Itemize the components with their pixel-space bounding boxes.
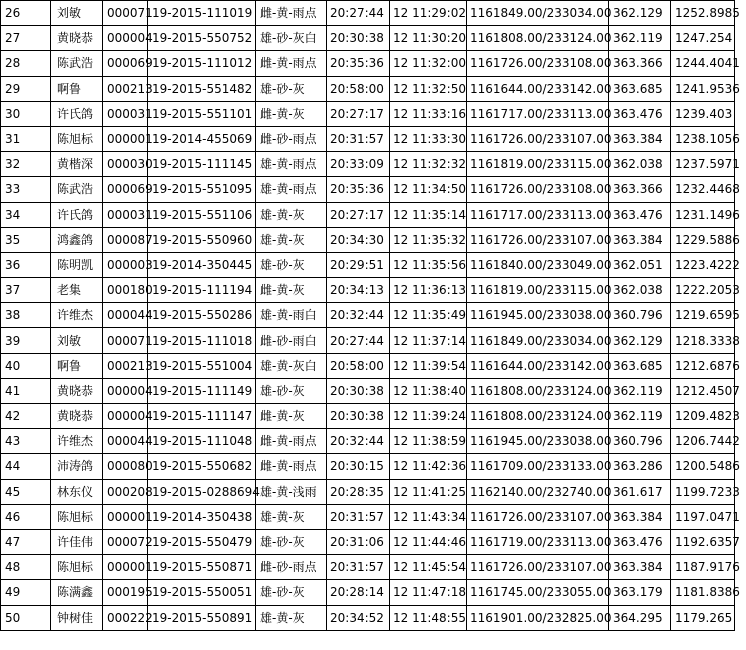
member-number-cell: 000072 — [103, 529, 148, 554]
member-number-cell: 000031 — [103, 202, 148, 227]
distance-cell: 363.685 — [609, 76, 671, 101]
owner-name-cell: 黄楷深 — [51, 152, 103, 177]
arrival-time-cell: 12 11:30:20 — [390, 26, 467, 51]
coordinates-cell: 1161819.00/233115.00 — [467, 278, 609, 303]
coordinates-cell: 1161840.00/233049.00 — [467, 252, 609, 277]
bird-description-cell: 雌-黄-雨点 — [256, 429, 327, 454]
member-number-cell: 000044 — [103, 303, 148, 328]
rank-cell: 31 — [1, 126, 51, 151]
rank-cell: 43 — [1, 429, 51, 454]
coordinates-cell: 1161726.00/233108.00 — [467, 177, 609, 202]
arrival-time-cell: 12 11:32:50 — [390, 76, 467, 101]
coordinates-cell: 1161745.00/233055.00 — [467, 580, 609, 605]
owner-name-cell: 黄晓恭 — [51, 378, 103, 403]
owner-name-cell: 钟树佳 — [51, 605, 103, 630]
arrival-time-cell: 12 11:35:49 — [390, 303, 467, 328]
speed-cell: 1199.7233 — [671, 479, 735, 504]
bird-description-cell: 雌-黄-灰 — [256, 278, 327, 303]
rank-cell: 49 — [1, 580, 51, 605]
distance-cell: 360.796 — [609, 303, 671, 328]
owner-name-cell: 陈旭标 — [51, 555, 103, 580]
ring-id-cell: 19-2015-550479 — [148, 529, 256, 554]
speed-cell: 1212.6876 — [671, 353, 735, 378]
owner-name-cell: 许佳伟 — [51, 529, 103, 554]
member-number-cell: 000003 — [103, 252, 148, 277]
speed-cell: 1252.8985 — [671, 1, 735, 26]
ring-id-cell: 19-2015-551095 — [148, 177, 256, 202]
arrival-time-cell: 12 11:45:54 — [390, 555, 467, 580]
speed-cell: 1231.1496 — [671, 202, 735, 227]
release-time-cell: 20:28:14 — [327, 580, 390, 605]
arrival-time-cell: 12 11:35:56 — [390, 252, 467, 277]
release-time-cell: 20:31:57 — [327, 504, 390, 529]
rank-cell: 38 — [1, 303, 51, 328]
bird-description-cell: 雄-黄-雨点 — [256, 177, 327, 202]
distance-cell: 360.796 — [609, 429, 671, 454]
speed-cell: 1223.4222 — [671, 252, 735, 277]
speed-cell: 1181.8386 — [671, 580, 735, 605]
arrival-time-cell: 12 11:37:14 — [390, 328, 467, 353]
release-time-cell: 20:34:13 — [327, 278, 390, 303]
rank-cell: 46 — [1, 504, 51, 529]
member-number-cell: 000030 — [103, 152, 148, 177]
rank-cell: 28 — [1, 51, 51, 76]
arrival-time-cell: 12 11:44:46 — [390, 529, 467, 554]
owner-name-cell: 许维杰 — [51, 303, 103, 328]
coordinates-cell: 1161717.00/233113.00 — [467, 101, 609, 126]
bird-description-cell: 雄-黄-灰白 — [256, 353, 327, 378]
bird-description-cell: 雄-砂-灰 — [256, 580, 327, 605]
member-number-cell: 000004 — [103, 404, 148, 429]
ring-id-cell: 19-2015-551101 — [148, 101, 256, 126]
rank-cell: 30 — [1, 101, 51, 126]
distance-cell: 362.119 — [609, 404, 671, 429]
distance-cell: 362.051 — [609, 252, 671, 277]
member-number-cell: 000031 — [103, 101, 148, 126]
coordinates-cell: 1161808.00/233124.00 — [467, 26, 609, 51]
distance-cell: 362.119 — [609, 378, 671, 403]
member-number-cell: 000180 — [103, 278, 148, 303]
release-time-cell: 20:27:17 — [327, 202, 390, 227]
release-time-cell: 20:34:52 — [327, 605, 390, 630]
ring-id-cell: 19-2015-111012 — [148, 51, 256, 76]
member-number-cell: 000004 — [103, 378, 148, 403]
arrival-time-cell: 12 11:32:32 — [390, 152, 467, 177]
release-time-cell: 20:31:57 — [327, 126, 390, 151]
rank-cell: 47 — [1, 529, 51, 554]
bird-description-cell: 雌-黄-雨点 — [256, 454, 327, 479]
owner-name-cell: 陈旭标 — [51, 504, 103, 529]
speed-cell: 1219.6595 — [671, 303, 735, 328]
release-time-cell: 20:34:30 — [327, 227, 390, 252]
table-row — [1, 580, 735, 605]
owner-name-cell: 啊鲁 — [51, 76, 103, 101]
coordinates-cell: 1161719.00/233113.00 — [467, 529, 609, 554]
member-number-cell: 000069 — [103, 51, 148, 76]
arrival-time-cell: 12 11:33:16 — [390, 101, 467, 126]
member-number-cell: 000001 — [103, 504, 148, 529]
owner-name-cell: 许氏鸽 — [51, 202, 103, 227]
table-row — [1, 378, 735, 403]
release-time-cell: 20:27:17 — [327, 101, 390, 126]
distance-cell: 363.366 — [609, 51, 671, 76]
table-row — [1, 479, 735, 504]
bird-description-cell: 雄-黄-浅雨 — [256, 479, 327, 504]
distance-cell: 363.179 — [609, 580, 671, 605]
release-time-cell: 20:33:09 — [327, 152, 390, 177]
table-row — [1, 303, 735, 328]
arrival-time-cell: 12 11:39:54 — [390, 353, 467, 378]
ring-id-cell: 19-2014-350445 — [148, 252, 256, 277]
coordinates-cell: 1161644.00/233142.00 — [467, 76, 609, 101]
distance-cell: 363.366 — [609, 177, 671, 202]
owner-name-cell: 林东仪 — [51, 479, 103, 504]
ring-id-cell: 19-2015-0288694 — [148, 479, 256, 504]
speed-cell: 1212.4507 — [671, 378, 735, 403]
rank-cell: 40 — [1, 353, 51, 378]
coordinates-cell: 1161644.00/233142.00 — [467, 353, 609, 378]
speed-cell: 1187.9176 — [671, 555, 735, 580]
ring-id-cell: 19-2015-550051 — [148, 580, 256, 605]
rank-cell: 26 — [1, 1, 51, 26]
ring-id-cell: 19-2014-455069 — [148, 126, 256, 151]
distance-cell: 361.617 — [609, 479, 671, 504]
ring-id-cell: 19-2015-111019 — [148, 1, 256, 26]
release-time-cell: 20:58:00 — [327, 76, 390, 101]
table-row — [1, 328, 735, 353]
arrival-time-cell: 12 11:34:50 — [390, 177, 467, 202]
distance-cell: 363.476 — [609, 202, 671, 227]
ring-id-cell: 19-2015-111147 — [148, 404, 256, 429]
bird-description-cell: 雄-砂-灰 — [256, 252, 327, 277]
bird-description-cell: 雄-黄-灰 — [256, 227, 327, 252]
member-number-cell: 000004 — [103, 26, 148, 51]
table-row — [1, 278, 735, 303]
bird-description-cell: 雄-砂-灰白 — [256, 26, 327, 51]
speed-cell: 1239.403 — [671, 101, 735, 126]
arrival-time-cell: 12 11:38:59 — [390, 429, 467, 454]
member-number-cell: 000213 — [103, 353, 148, 378]
table-row — [1, 529, 735, 554]
owner-name-cell: 啊鲁 — [51, 353, 103, 378]
distance-cell: 363.476 — [609, 101, 671, 126]
speed-cell: 1238.1056 — [671, 126, 735, 151]
ring-id-cell: 19-2015-550286 — [148, 303, 256, 328]
coordinates-cell: 1161901.00/232825.00 — [467, 605, 609, 630]
bird-description-cell: 雄-黄-灰 — [256, 605, 327, 630]
rank-cell: 45 — [1, 479, 51, 504]
release-time-cell: 20:35:36 — [327, 51, 390, 76]
member-number-cell: 000080 — [103, 454, 148, 479]
ring-id-cell: 19-2014-350438 — [148, 504, 256, 529]
ring-id-cell: 19-2015-550891 — [148, 605, 256, 630]
bird-description-cell: 雄-黄-灰 — [256, 504, 327, 529]
speed-cell: 1179.265 — [671, 605, 735, 630]
member-number-cell: 000213 — [103, 76, 148, 101]
coordinates-cell: 1161726.00/233107.00 — [467, 126, 609, 151]
table-row — [1, 252, 735, 277]
speed-cell: 1222.2053 — [671, 278, 735, 303]
member-number-cell: 000071 — [103, 1, 148, 26]
speed-cell: 1197.0471 — [671, 504, 735, 529]
coordinates-cell: 1161849.00/233034.00 — [467, 1, 609, 26]
rank-cell: 42 — [1, 404, 51, 429]
speed-cell: 1206.7442 — [671, 429, 735, 454]
bird-description-cell: 雄-砂-灰 — [256, 76, 327, 101]
rank-cell: 44 — [1, 454, 51, 479]
member-number-cell: 000001 — [103, 555, 148, 580]
arrival-time-cell: 12 11:29:02 — [390, 1, 467, 26]
bird-description-cell: 雄-黄-灰 — [256, 202, 327, 227]
release-time-cell: 20:30:15 — [327, 454, 390, 479]
table-row — [1, 152, 735, 177]
distance-cell: 363.476 — [609, 529, 671, 554]
speed-cell: 1232.4468 — [671, 177, 735, 202]
member-number-cell: 000222 — [103, 605, 148, 630]
bird-description-cell: 雌-黄-雨点 — [256, 51, 327, 76]
table-row — [1, 555, 735, 580]
rank-cell: 27 — [1, 26, 51, 51]
table-row — [1, 126, 735, 151]
coordinates-cell: 1161819.00/233115.00 — [467, 152, 609, 177]
member-number-cell: 000069 — [103, 177, 148, 202]
rank-cell: 50 — [1, 605, 51, 630]
speed-cell: 1247.254 — [671, 26, 735, 51]
distance-cell: 363.384 — [609, 504, 671, 529]
release-time-cell: 20:30:38 — [327, 26, 390, 51]
release-time-cell: 20:35:36 — [327, 177, 390, 202]
owner-name-cell: 陈明凯 — [51, 252, 103, 277]
coordinates-cell: 1161808.00/233124.00 — [467, 404, 609, 429]
coordinates-cell: 1161849.00/233034.00 — [467, 328, 609, 353]
distance-cell: 363.384 — [609, 126, 671, 151]
bird-description-cell: 雄-砂-灰 — [256, 529, 327, 554]
arrival-time-cell: 12 11:48:55 — [390, 605, 467, 630]
ring-id-cell: 19-2015-111194 — [148, 278, 256, 303]
owner-name-cell: 老集 — [51, 278, 103, 303]
member-number-cell: 000208 — [103, 479, 148, 504]
table-row — [1, 227, 735, 252]
rank-cell: 41 — [1, 378, 51, 403]
rank-cell: 39 — [1, 328, 51, 353]
table-row — [1, 429, 735, 454]
owner-name-cell: 鸿鑫鸽 — [51, 227, 103, 252]
table-row — [1, 404, 735, 429]
owner-name-cell: 刘敏 — [51, 328, 103, 353]
arrival-time-cell: 12 11:32:00 — [390, 51, 467, 76]
member-number-cell: 000001 — [103, 126, 148, 151]
release-time-cell: 20:30:38 — [327, 404, 390, 429]
ring-id-cell: 19-2015-550752 — [148, 26, 256, 51]
member-number-cell: 000044 — [103, 429, 148, 454]
rank-cell: 34 — [1, 202, 51, 227]
ring-id-cell: 19-2015-551106 — [148, 202, 256, 227]
owner-name-cell: 陈武浩 — [51, 177, 103, 202]
ring-id-cell: 19-2015-550960 — [148, 227, 256, 252]
release-time-cell: 20:28:35 — [327, 479, 390, 504]
results-table-body — [1, 1, 740, 631]
arrival-time-cell: 12 11:47:18 — [390, 580, 467, 605]
speed-cell: 1229.5886 — [671, 227, 735, 252]
table-row — [1, 504, 735, 529]
speed-cell: 1241.9536 — [671, 76, 735, 101]
ring-id-cell: 19-2015-550871 — [148, 555, 256, 580]
release-time-cell: 20:27:44 — [327, 328, 390, 353]
table-row — [1, 202, 735, 227]
owner-name-cell: 黄晓恭 — [51, 26, 103, 51]
release-time-cell: 20:32:44 — [327, 303, 390, 328]
member-number-cell: 000071 — [103, 328, 148, 353]
release-time-cell: 20:31:57 — [327, 555, 390, 580]
release-time-cell: 20:32:44 — [327, 429, 390, 454]
owner-name-cell: 陈旭标 — [51, 126, 103, 151]
release-time-cell: 20:30:38 — [327, 378, 390, 403]
coordinates-cell: 1161726.00/233108.00 — [467, 51, 609, 76]
owner-name-cell: 沛涛鸽 — [51, 454, 103, 479]
rank-cell: 36 — [1, 252, 51, 277]
member-number-cell: 000087 — [103, 227, 148, 252]
speed-cell: 1218.3338 — [671, 328, 735, 353]
bird-description-cell: 雌-黄-灰 — [256, 101, 327, 126]
bird-description-cell: 雄-黄-雨点 — [256, 152, 327, 177]
distance-cell: 363.384 — [609, 227, 671, 252]
owner-name-cell: 刘敏 — [51, 1, 103, 26]
distance-cell: 362.129 — [609, 328, 671, 353]
speed-cell: 1237.5971 — [671, 152, 735, 177]
bird-description-cell: 雌-砂-雨点 — [256, 126, 327, 151]
arrival-time-cell: 12 11:43:34 — [390, 504, 467, 529]
arrival-time-cell: 12 11:39:24 — [390, 404, 467, 429]
distance-cell: 364.295 — [609, 605, 671, 630]
arrival-time-cell: 12 11:33:30 — [390, 126, 467, 151]
speed-cell: 1244.4041 — [671, 51, 735, 76]
arrival-time-cell: 12 11:41:25 — [390, 479, 467, 504]
table-row — [1, 101, 735, 126]
release-time-cell: 20:29:51 — [327, 252, 390, 277]
ring-id-cell: 19-2015-111149 — [148, 378, 256, 403]
owner-name-cell: 陈满鑫 — [51, 580, 103, 605]
rank-cell: 37 — [1, 278, 51, 303]
rank-cell: 29 — [1, 76, 51, 101]
ring-id-cell: 19-2015-551482 — [148, 76, 256, 101]
distance-cell: 363.286 — [609, 454, 671, 479]
distance-cell: 363.384 — [609, 555, 671, 580]
table-row — [1, 177, 735, 202]
coordinates-cell: 1162140.00/232740.00 — [467, 479, 609, 504]
arrival-time-cell: 12 11:42:36 — [390, 454, 467, 479]
distance-cell: 362.129 — [609, 1, 671, 26]
distance-cell: 362.038 — [609, 278, 671, 303]
speed-cell: 1209.4823 — [671, 404, 735, 429]
ring-id-cell: 19-2015-111048 — [148, 429, 256, 454]
table-row — [1, 454, 735, 479]
coordinates-cell: 1161726.00/233107.00 — [467, 504, 609, 529]
rank-cell: 48 — [1, 555, 51, 580]
distance-cell: 362.038 — [609, 152, 671, 177]
speed-cell: 1200.5486 — [671, 454, 735, 479]
bird-description-cell: 雌-砂-雨白 — [256, 328, 327, 353]
ring-id-cell: 19-2015-551004 — [148, 353, 256, 378]
release-time-cell: 20:31:06 — [327, 529, 390, 554]
coordinates-cell: 1161726.00/233107.00 — [467, 555, 609, 580]
owner-name-cell: 陈武浩 — [51, 51, 103, 76]
rank-cell: 32 — [1, 152, 51, 177]
ring-id-cell: 19-2015-111145 — [148, 152, 256, 177]
owner-name-cell: 许氏鸽 — [51, 101, 103, 126]
ring-id-cell: 19-2015-111018 — [148, 328, 256, 353]
distance-cell: 363.685 — [609, 353, 671, 378]
arrival-time-cell: 12 11:35:14 — [390, 202, 467, 227]
coordinates-cell: 1161945.00/233038.00 — [467, 303, 609, 328]
release-time-cell: 20:27:44 — [327, 1, 390, 26]
table-row — [1, 353, 735, 378]
distance-cell: 362.119 — [609, 26, 671, 51]
speed-cell: 1192.6357 — [671, 529, 735, 554]
bird-description-cell: 雄-黄-雨白 — [256, 303, 327, 328]
arrival-time-cell: 12 11:35:32 — [390, 227, 467, 252]
bird-description-cell: 雌-黄-灰 — [256, 404, 327, 429]
table-row — [1, 605, 735, 630]
coordinates-cell: 1161808.00/233124.00 — [467, 378, 609, 403]
coordinates-cell: 1161726.00/233107.00 — [467, 227, 609, 252]
bird-description-cell: 雌-砂-雨点 — [256, 555, 327, 580]
table-row — [1, 26, 735, 51]
owner-name-cell: 黄晓恭 — [51, 404, 103, 429]
rank-cell: 35 — [1, 227, 51, 252]
member-number-cell: 000195 — [103, 580, 148, 605]
table-row — [1, 1, 735, 26]
rank-cell: 33 — [1, 177, 51, 202]
bird-description-cell: 雌-黄-雨点 — [256, 1, 327, 26]
coordinates-cell: 1161709.00/233133.00 — [467, 454, 609, 479]
release-time-cell: 20:58:00 — [327, 353, 390, 378]
arrival-time-cell: 12 11:38:40 — [390, 378, 467, 403]
arrival-time-cell: 12 11:36:13 — [390, 278, 467, 303]
table-row — [1, 51, 735, 76]
ring-id-cell: 19-2015-550682 — [148, 454, 256, 479]
coordinates-cell: 1161717.00/233113.00 — [467, 202, 609, 227]
coordinates-cell: 1161945.00/233038.00 — [467, 429, 609, 454]
owner-name-cell: 许维杰 — [51, 429, 103, 454]
bird-description-cell: 雄-砂-灰 — [256, 378, 327, 403]
table-row — [1, 76, 735, 101]
